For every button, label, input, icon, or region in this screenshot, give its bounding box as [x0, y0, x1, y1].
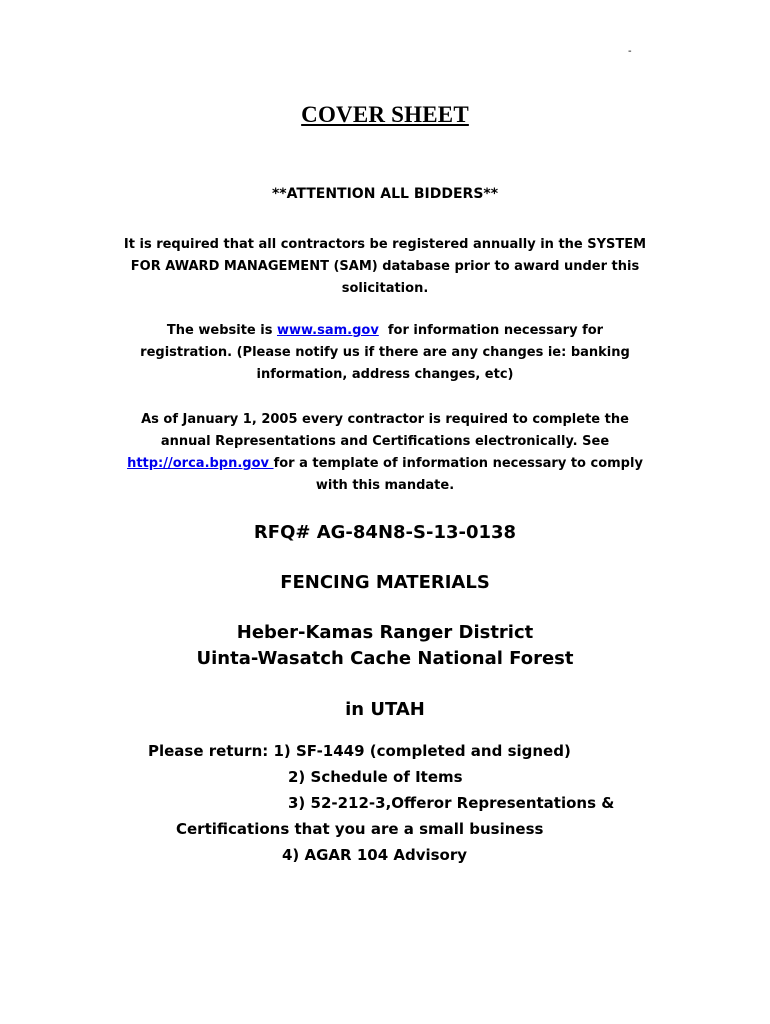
para3-line2: annual Representations and Certifications electronically. See [160, 434, 610, 449]
para1-line3: solicitation. [341, 281, 429, 296]
return-line-4: Certifications that you are a small business [176, 820, 544, 838]
item-title: FENCING MATERIALS [280, 572, 490, 593]
return-line-2: 2) Schedule of Items [288, 768, 463, 786]
attention-heading: **ATTENTION ALL BIDDERS** [271, 186, 499, 202]
page-title: COVER SHEET [301, 102, 469, 127]
para3-line3-suffix: for a template of information necessary to comply [273, 456, 643, 471]
state: in UTAH [345, 699, 425, 720]
para2-line1 [0, 320, 770, 342]
website-paragraph [0, 320, 770, 386]
para2-prefix: The website is [166, 323, 277, 338]
ranger-district: Heber-Kamas Ranger District [236, 622, 534, 643]
para3-line3 [0, 453, 770, 475]
rfq-number: RFQ# AG-84N8-S-13-0138 [253, 522, 517, 543]
para2-line3: information, address changes, etc) [256, 367, 514, 382]
para2-suffix: for information necessary for [378, 323, 604, 338]
orca-paragraph [0, 409, 770, 497]
return-line-5: 4) AGAR 104 Advisory [282, 846, 468, 864]
corner-mark: - [628, 46, 632, 57]
para1-line1: It is required that all contractors be registered annually in the SYSTEM [123, 237, 647, 252]
orca-link[interactable]: http://orca.bpn.gov [127, 456, 274, 471]
sam-registration-paragraph [0, 234, 770, 300]
para1-line2: FOR AWARD MANAGEMENT (SAM) database prior to award under this [130, 259, 640, 274]
return-line-1: Please return: 1) SF-1449 (completed and signed) [148, 742, 571, 760]
national-forest: Uinta-Wasatch Cache National Forest [196, 648, 574, 669]
sam-gov-link[interactable]: www.sam.gov [276, 323, 379, 338]
para3-line4: with this mandate. [315, 478, 455, 493]
para3-line1: As of January 1, 2005 every contractor is required to complete the [141, 412, 629, 427]
para2-line2: registration. (Please notify us if there are any changes ie: banking [140, 345, 630, 360]
return-line-3: 3) 52-212-3,Offeror Representations & [288, 794, 615, 812]
